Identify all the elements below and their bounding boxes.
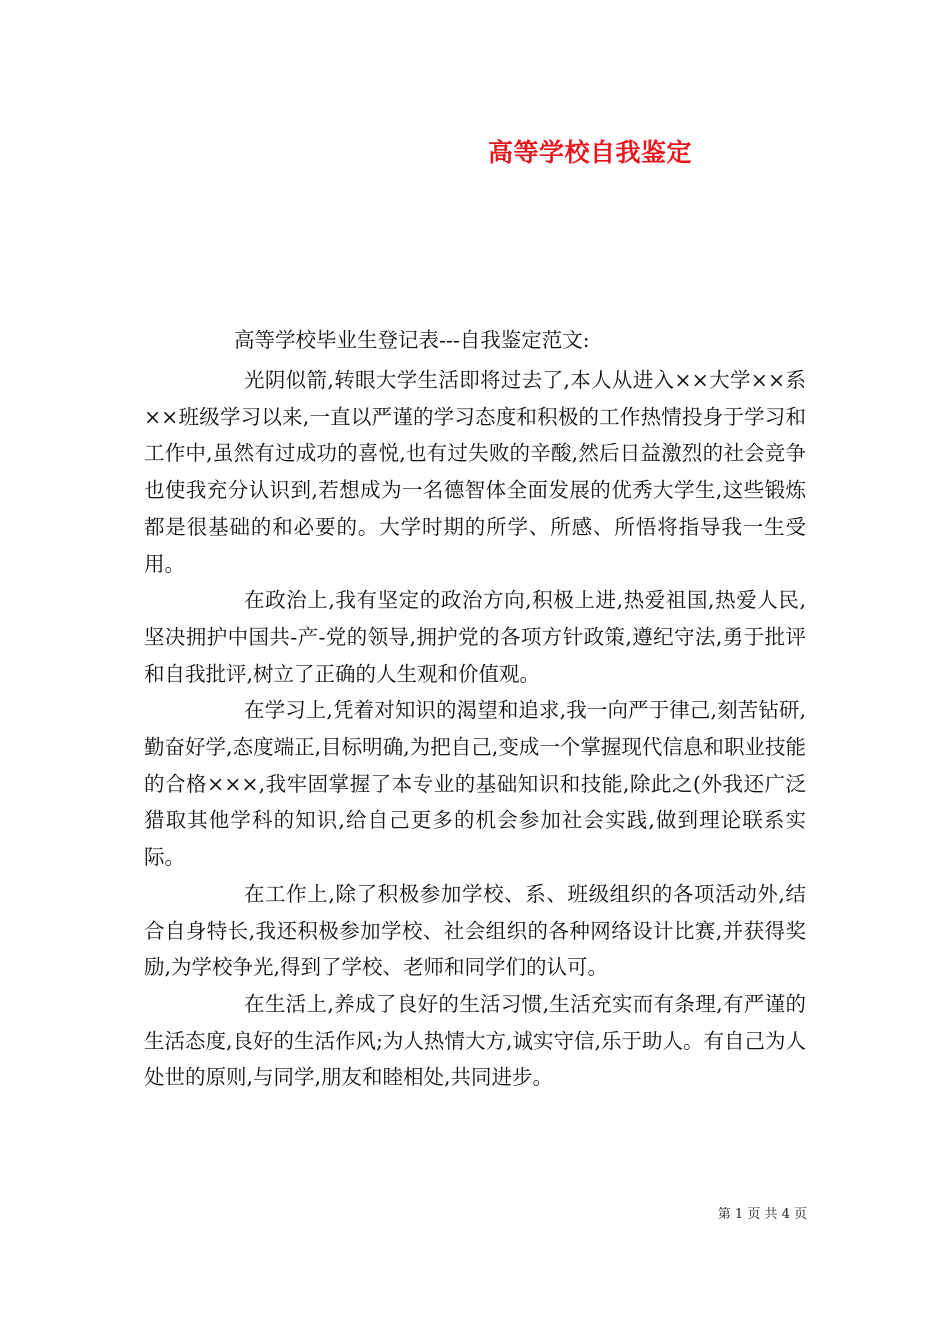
document-subtitle: 高等学校毕业生登记表---自我鉴定范文: [234,328,590,352]
paragraph-study: 在学习上,凭着对知识的渴望和追求,我一向严于律己,刻苦钻研,勤奋好学,态度端正,目标明确,为把自己,变成一个掌握现代信息和职业技能的合格×××,我牢固掌握了本专业的基础知识和技能,除此之(外我还广泛猎取其他学科的知识,给自己更多的机会参加社会实践,做到理论联系实际。 [144,698,806,870]
document-body [144,362,806,1096]
paragraph-politics: 在政治上,我有坚定的政治方向,积极上进,热爱祖国,热爱人民,坚决拥护中国共-产-党的领导,拥护党的各项方针政策,遵纪守法,勇于批评和自我批评,树立了正确的人生观和价值观。 [144,588,806,686]
page-number: 第 1 页 共 4 页 [717,1207,807,1222]
paragraph-work: 在工作上,除了积极参加学校、系、班级组织的各项活动外,结合自身特长,我还积极参加学校、社会组织的各种网络设计比赛,并获得奖励,为学校争光,得到了学校、老师和同学们的认可。 [144,881,806,980]
document-title: 高等学校自我鉴定 [487,138,692,167]
paragraph-life: 在生活上,养成了良好的生活习惯,生活充实而有条理,有严谨的生活态度,良好的生活作风;为人热情大方,诚实守信,乐于助人。有自己为人处世的原则,与同学,朋友和睦相处,共同进步。 [144,991,806,1090]
paragraph-intro: 光阴似箭,转眼大学生活即将过去了,本人从进入××大学××系××班级学习以来,一直以严谨的学习态度和积极的工作热情投身于学习和工作中,虽然有过成功的喜悦,也有过失败的辛酸,然后日益激烈的社会竞争也使我充分认识到,若想成为一名德智体全面发展的优秀大学生,这些锻炼都是很基础的和必要的。大学时期的所学、所感、所悟将指导我一生受用。 [144,368,806,576]
